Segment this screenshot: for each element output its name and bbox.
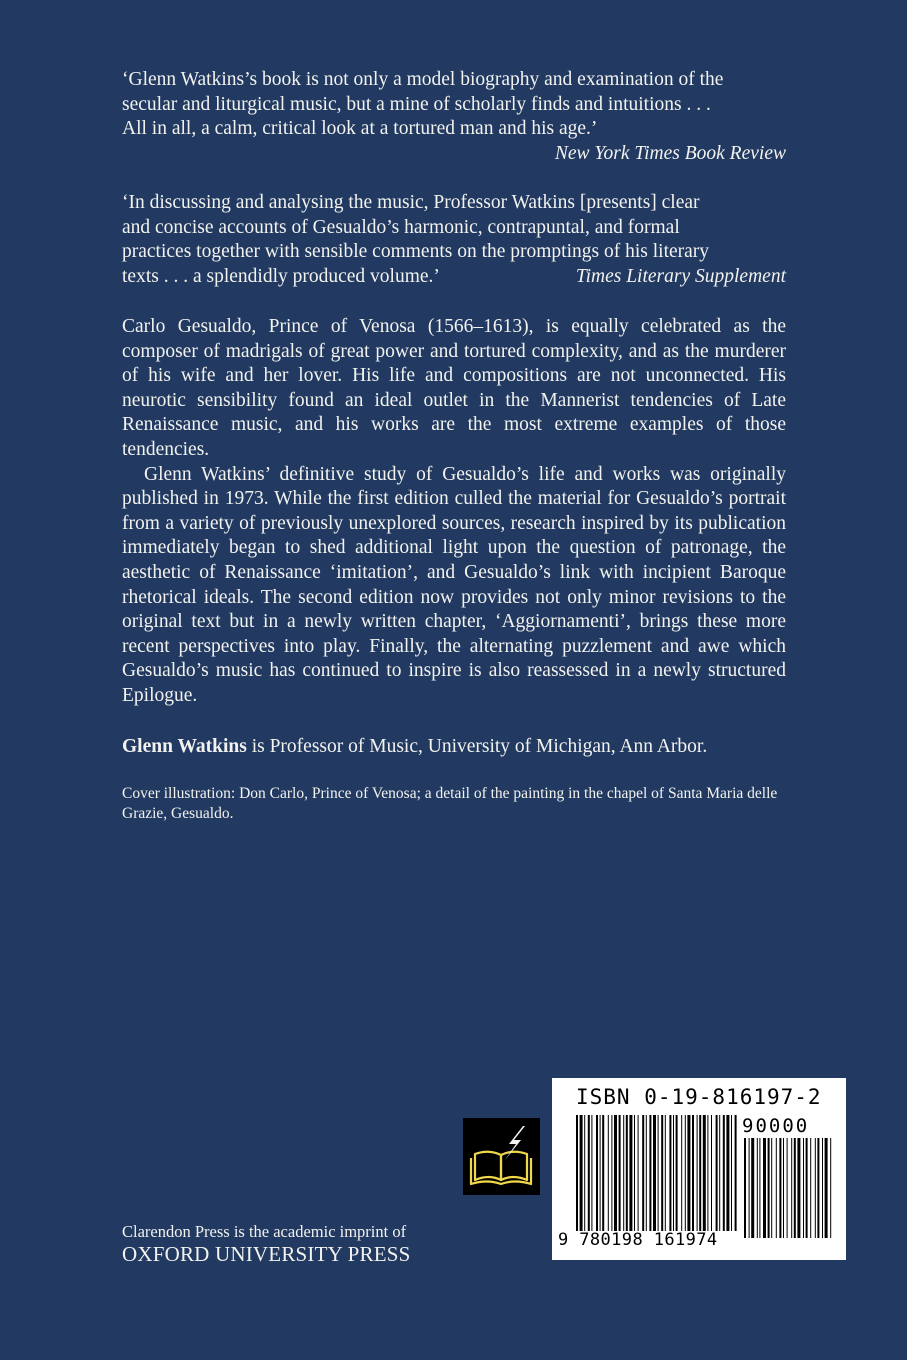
barcode-bar bbox=[614, 1115, 617, 1231]
barcode-bar bbox=[591, 1115, 592, 1231]
barcode-bar bbox=[768, 1138, 770, 1238]
barcode-bar bbox=[665, 1115, 666, 1231]
barcode-bar bbox=[810, 1138, 811, 1238]
barcode-bar bbox=[629, 1115, 632, 1231]
barcode-bar bbox=[751, 1138, 754, 1238]
barcode-bar bbox=[757, 1138, 758, 1238]
review-line: ‘Glenn Watkins’s book is not only a model biography and examination of the bbox=[122, 69, 724, 90]
review-source: Times Literary Supplement bbox=[575, 265, 786, 287]
barcode-bar bbox=[822, 1138, 823, 1238]
barcode-bar bbox=[735, 1115, 737, 1231]
barcode-bar bbox=[803, 1138, 804, 1238]
barcode-bar bbox=[783, 1138, 784, 1238]
author-bio bbox=[122, 735, 786, 760]
barcode-bar bbox=[726, 1115, 729, 1231]
barcode-bar bbox=[608, 1115, 609, 1231]
imprint-line: Clarendon Press is the academic imprint of bbox=[122, 1222, 407, 1241]
review-last-line bbox=[122, 265, 786, 290]
review-line: and concise accounts of Gesualdo’s harmonic, contrapuntal, and formal bbox=[122, 216, 680, 238]
barcode-bar bbox=[576, 1115, 578, 1231]
publisher-imprint bbox=[122, 1222, 411, 1266]
barcode-bar bbox=[669, 1115, 671, 1231]
barcode-bar bbox=[681, 1115, 682, 1231]
publisher-name: OXFORD UNIVERSITY PRESS bbox=[122, 1242, 411, 1266]
barcode-bar bbox=[744, 1138, 746, 1238]
isbn-barcode bbox=[552, 1078, 846, 1260]
barcode-bar bbox=[699, 1115, 701, 1231]
barcode-bar bbox=[771, 1138, 772, 1238]
barcode-bar bbox=[685, 1115, 686, 1231]
barcode-bar bbox=[779, 1138, 781, 1238]
barcode-bar bbox=[749, 1138, 750, 1238]
barcode-bar bbox=[658, 1115, 659, 1231]
barcode-bar bbox=[707, 1115, 708, 1231]
barcode-bar bbox=[830, 1138, 831, 1238]
barcode-bar bbox=[703, 1115, 706, 1231]
barcode-bar bbox=[649, 1115, 651, 1231]
barcode-bar bbox=[596, 1115, 598, 1231]
author-name: Glenn Watkins bbox=[122, 736, 247, 757]
barcode-bar bbox=[759, 1138, 760, 1238]
barcode-bar bbox=[711, 1115, 712, 1231]
barcode-bar bbox=[642, 1115, 644, 1231]
description-paragraph: Carlo Gesualdo, Prince of Venosa (1566–1613), is equally celebrated as the composer of madrigals of great power and tortured complexity, and as the murderer of his wife and her lover. His life and compositions are not unconnected. His neurotic sensibility found an ideal outlet in the Mannerist tendencies of Late Renaissance music, and his works are the most extreme examples of those tendencies. bbox=[122, 316, 786, 460]
open-book-with-lightning-icon bbox=[463, 1118, 540, 1195]
barcode-bar bbox=[676, 1115, 678, 1231]
clarendon-logo bbox=[463, 1118, 540, 1195]
review-line: texts . . . a splendidly produced volume.’ bbox=[122, 265, 440, 287]
barcode-bar bbox=[787, 1138, 788, 1238]
barcode-bar bbox=[584, 1115, 585, 1231]
book-description bbox=[122, 315, 786, 709]
review-nyt bbox=[122, 68, 786, 166]
author-bio-text: is Professor of Music, University of Michigan, Ann Arbor. bbox=[246, 736, 708, 757]
barcode-bar bbox=[719, 1115, 720, 1231]
review-tls bbox=[122, 191, 786, 289]
barcode-bar bbox=[723, 1115, 725, 1231]
barcode-bar bbox=[673, 1115, 674, 1231]
barcode-bar bbox=[634, 1115, 635, 1231]
barcode-bar bbox=[653, 1115, 656, 1231]
barcode-bar bbox=[611, 1115, 612, 1231]
barcode-bar bbox=[697, 1115, 698, 1231]
barcode-bar bbox=[646, 1115, 647, 1231]
review-line: practices together with sensible comments on the promptings of his literary bbox=[122, 241, 710, 263]
barcode-bar bbox=[794, 1138, 796, 1238]
review-line: All in all, a calm, critical look at a tortured man and his age.’ bbox=[122, 118, 598, 140]
barcode-bar bbox=[619, 1115, 621, 1231]
barcode-bar bbox=[791, 1138, 792, 1238]
description-paragraph: Glenn Watkins’ definitive study of Gesualdo’s life and works was originally published in 1973. While the first edition culled the material for Gesualdo’s portrait from a variety of previously unexplored sources, research inspired by its publication immediately began to shed additional light upon the question of patronage, the aesthetic of Renaissance ‘imitation’, and Gesualdo’s link with incipient Baroque rhetorical ideals. The second edition now provides not only minor revisions to the original text but in a newly written chapter, ‘Aggiornamenti’, brings these more recent perspectives into play. Finally, the alternating puzzlement and awe which Gesualdo’s music has continued to inspire is also reassessed in a newly structured Epilogue. bbox=[122, 463, 786, 706]
barcode-bar bbox=[623, 1115, 624, 1231]
barcode-bar bbox=[600, 1115, 601, 1231]
barcode-bar bbox=[825, 1138, 828, 1238]
barcode-bar bbox=[716, 1115, 718, 1231]
review-source: New York Times Book Review bbox=[554, 142, 786, 164]
barcode-bar bbox=[817, 1138, 819, 1238]
barcode-bar bbox=[588, 1115, 590, 1231]
barcode-bar bbox=[806, 1138, 808, 1238]
isbn-number: ISBN 0-19-816197-2 bbox=[576, 1085, 822, 1109]
barcode-bar bbox=[626, 1115, 628, 1231]
barcode-bar bbox=[687, 1115, 690, 1231]
review-line: ‘In discussing and analysing the music, Professor Watkins [presents] clear bbox=[122, 192, 700, 213]
review-line: secular and liturgical music, but a mine of scholarly finds and intuitions . . . bbox=[122, 93, 711, 115]
price-code: 90000 bbox=[742, 1115, 810, 1137]
barcode-bar bbox=[797, 1138, 800, 1238]
barcode-bar bbox=[815, 1138, 816, 1238]
barcode-bar bbox=[638, 1115, 639, 1231]
barcode-bar bbox=[602, 1115, 604, 1231]
barcode-bar bbox=[731, 1115, 732, 1231]
ean-number: 9 780198 161974 bbox=[558, 1230, 718, 1250]
barcode-bar bbox=[692, 1115, 694, 1231]
barcode-bar bbox=[661, 1115, 663, 1231]
barcode-bar bbox=[763, 1138, 766, 1238]
barcode-bar bbox=[580, 1115, 583, 1231]
barcode-bar bbox=[776, 1138, 777, 1238]
cover-credit: Cover illustration: Don Carlo, Prince of Venosa; a detail of the painting in the chapel of Santa Maria delle Grazie, Gesualdo. bbox=[122, 785, 778, 822]
